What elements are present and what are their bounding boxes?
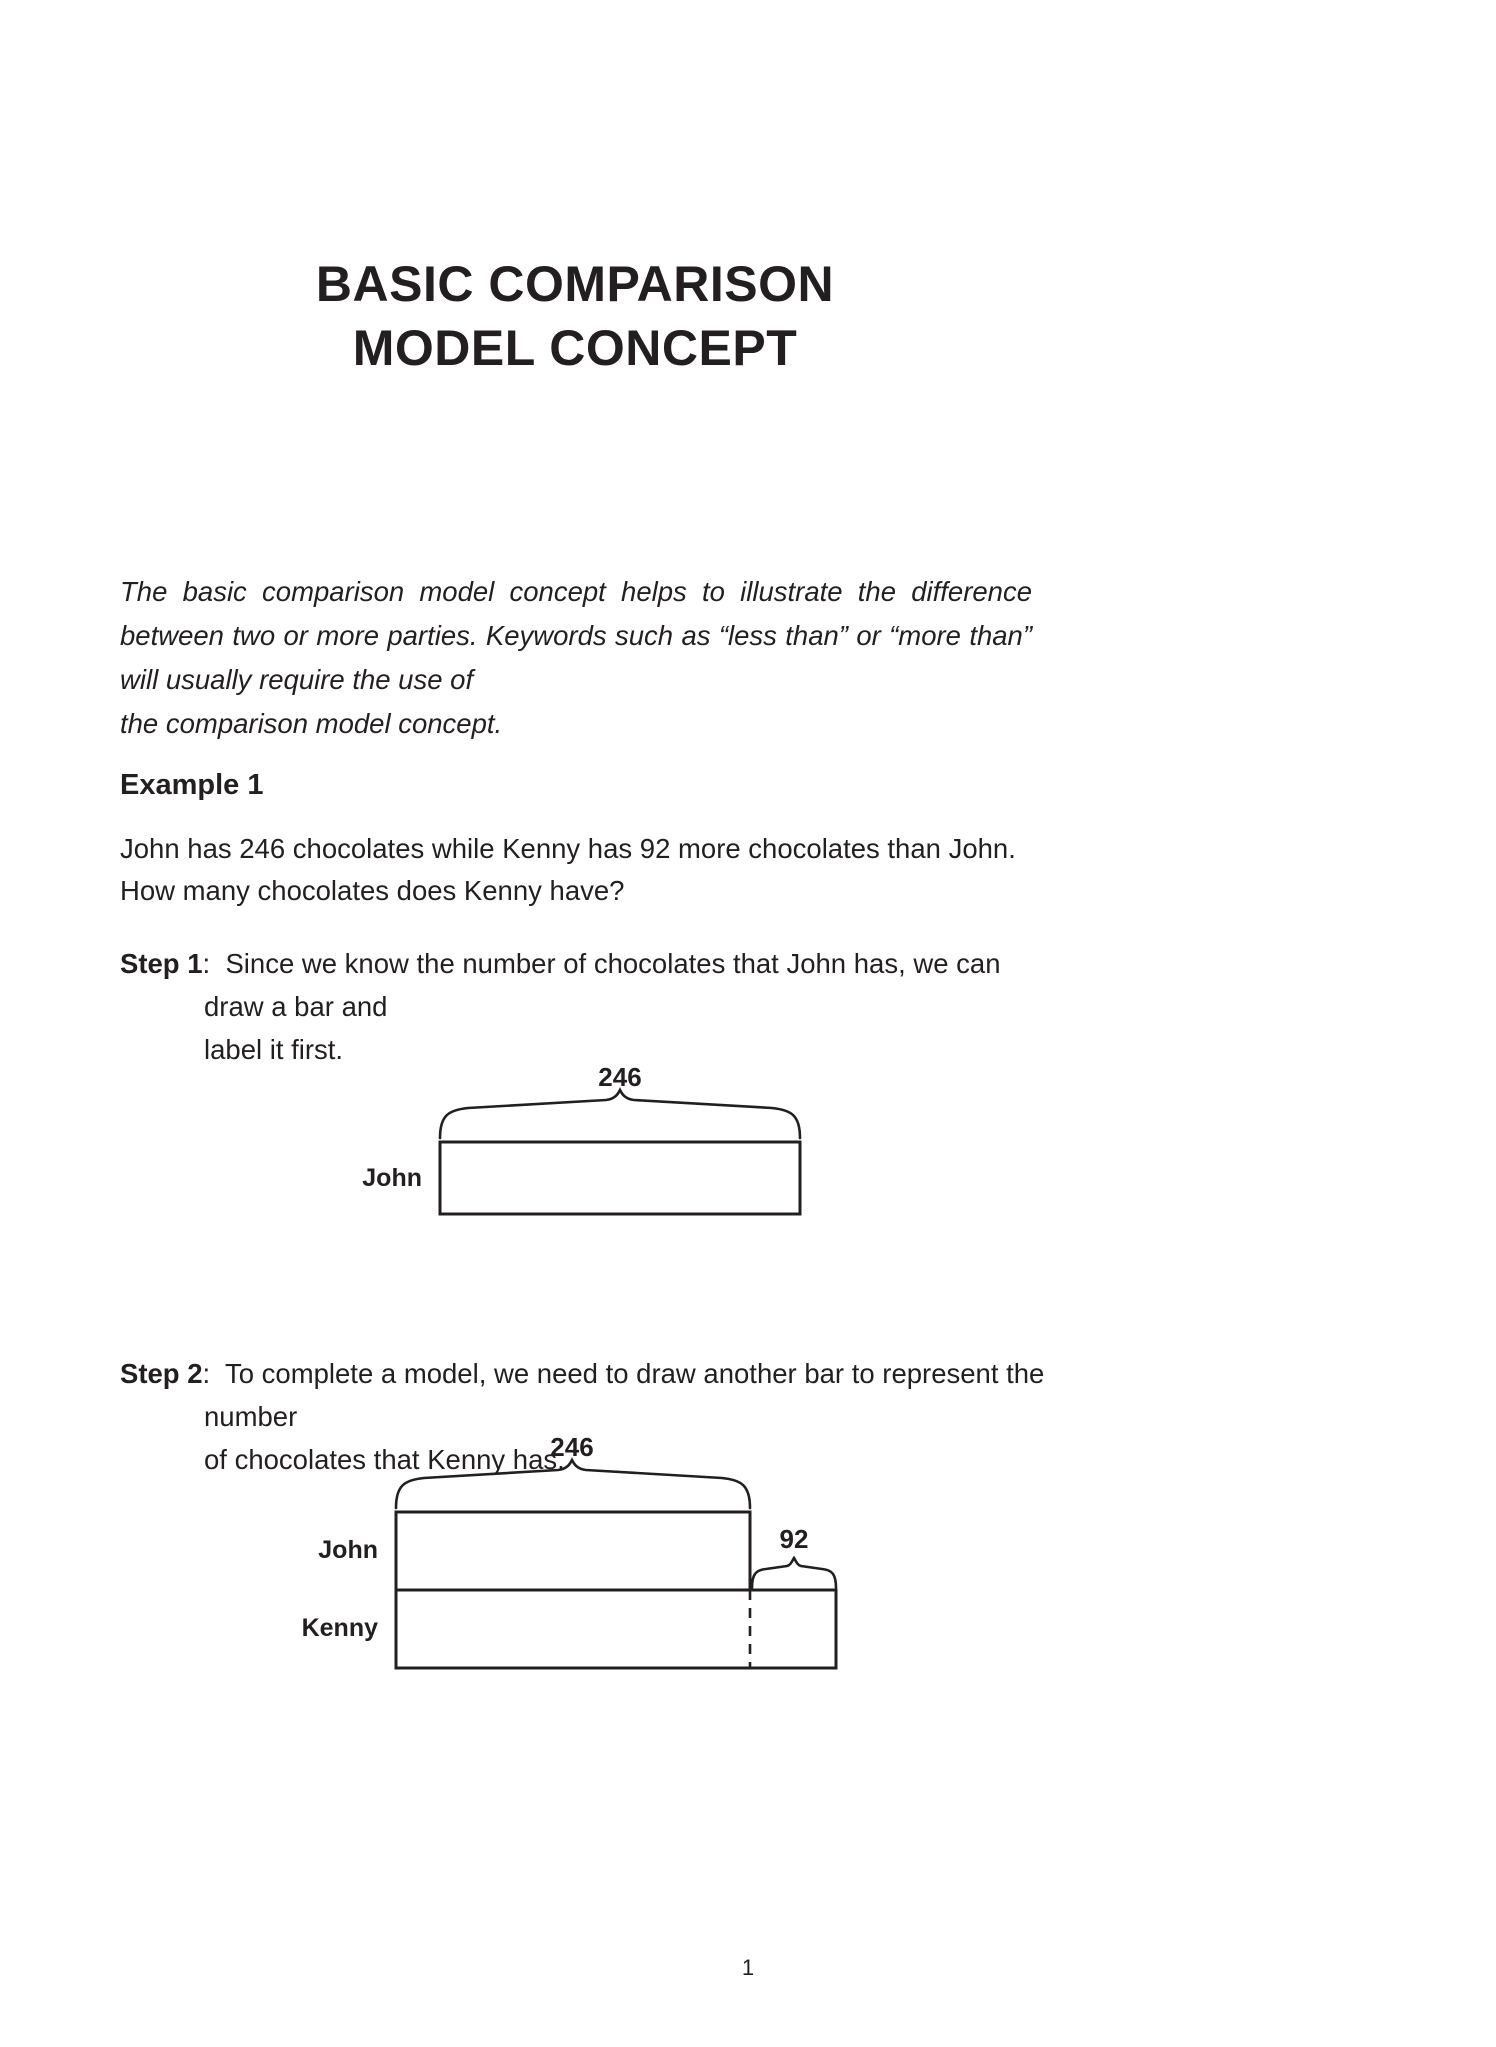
title-line-1: BASIC COMPARISON — [315, 256, 835, 312]
intro-line-1: The basic comparison model concept helps to illustrate the difference between two or — [120, 576, 1032, 651]
diagram-2-bar-label-john: John — [318, 1536, 378, 1564]
step-2-first-line — [120, 1352, 1060, 1438]
example-heading: Example 1 — [120, 769, 264, 801]
bar-model-diagram-1 — [330, 1060, 890, 1260]
question-line-2: How many chocolates does Kenny have? — [120, 875, 625, 906]
page-number: 1 — [741, 1955, 755, 1980]
step-1-separator: : — [202, 948, 211, 979]
diagram-1-bar-label: John — [362, 1164, 422, 1192]
diagram-2-difference-value: 92 — [779, 1524, 809, 1554]
step-2-text-line-2: of chocolates that Kenny has. — [204, 1444, 565, 1475]
title-line-2: MODEL CONCEPT — [352, 320, 798, 376]
diagram-2-bar-john — [396, 1512, 750, 1590]
bar-model-diagram-2 — [280, 1430, 900, 1700]
diagram-2-bar-label-kenny: Kenny — [301, 1614, 378, 1642]
diagram-2-total-value: 246 — [550, 1432, 594, 1462]
step-2-label: Step 2 — [120, 1358, 203, 1389]
example-question — [120, 828, 1060, 912]
diagram-1-brace-value: 246 — [598, 1062, 642, 1092]
diagram-2-difference-brace — [752, 1558, 836, 1588]
question-line-1: John has 246 chocolates while Kenny has 92 more chocolates than John. — [120, 833, 1016, 864]
step-2-separator: : — [202, 1358, 211, 1389]
intro-line-2: more parties. Keywords such as “less than” or “more than” will usually require the use of — [120, 620, 1033, 695]
diagram-2-total-brace — [396, 1460, 750, 1508]
step-1-label: Step 1 — [120, 948, 203, 979]
step-1-first-line — [120, 942, 1060, 1028]
diagram-1-bar-john — [440, 1142, 800, 1214]
step-1 — [120, 942, 1060, 1071]
intro-paragraph — [120, 570, 1032, 746]
page-title — [120, 252, 1030, 380]
diagram-1-brace — [440, 1090, 800, 1138]
step-1-text-line-2: label it first. — [204, 1034, 344, 1065]
intro-line-3: the comparison model concept. — [120, 708, 503, 739]
diagram-2-bar-kenny — [396, 1590, 836, 1668]
step-1-text-line-1: Since we know the number of chocolates that John has, we can draw a bar and — [204, 948, 1001, 1022]
step-2-text-line-1: To complete a model, we need to draw another bar to represent the number — [204, 1358, 1045, 1432]
